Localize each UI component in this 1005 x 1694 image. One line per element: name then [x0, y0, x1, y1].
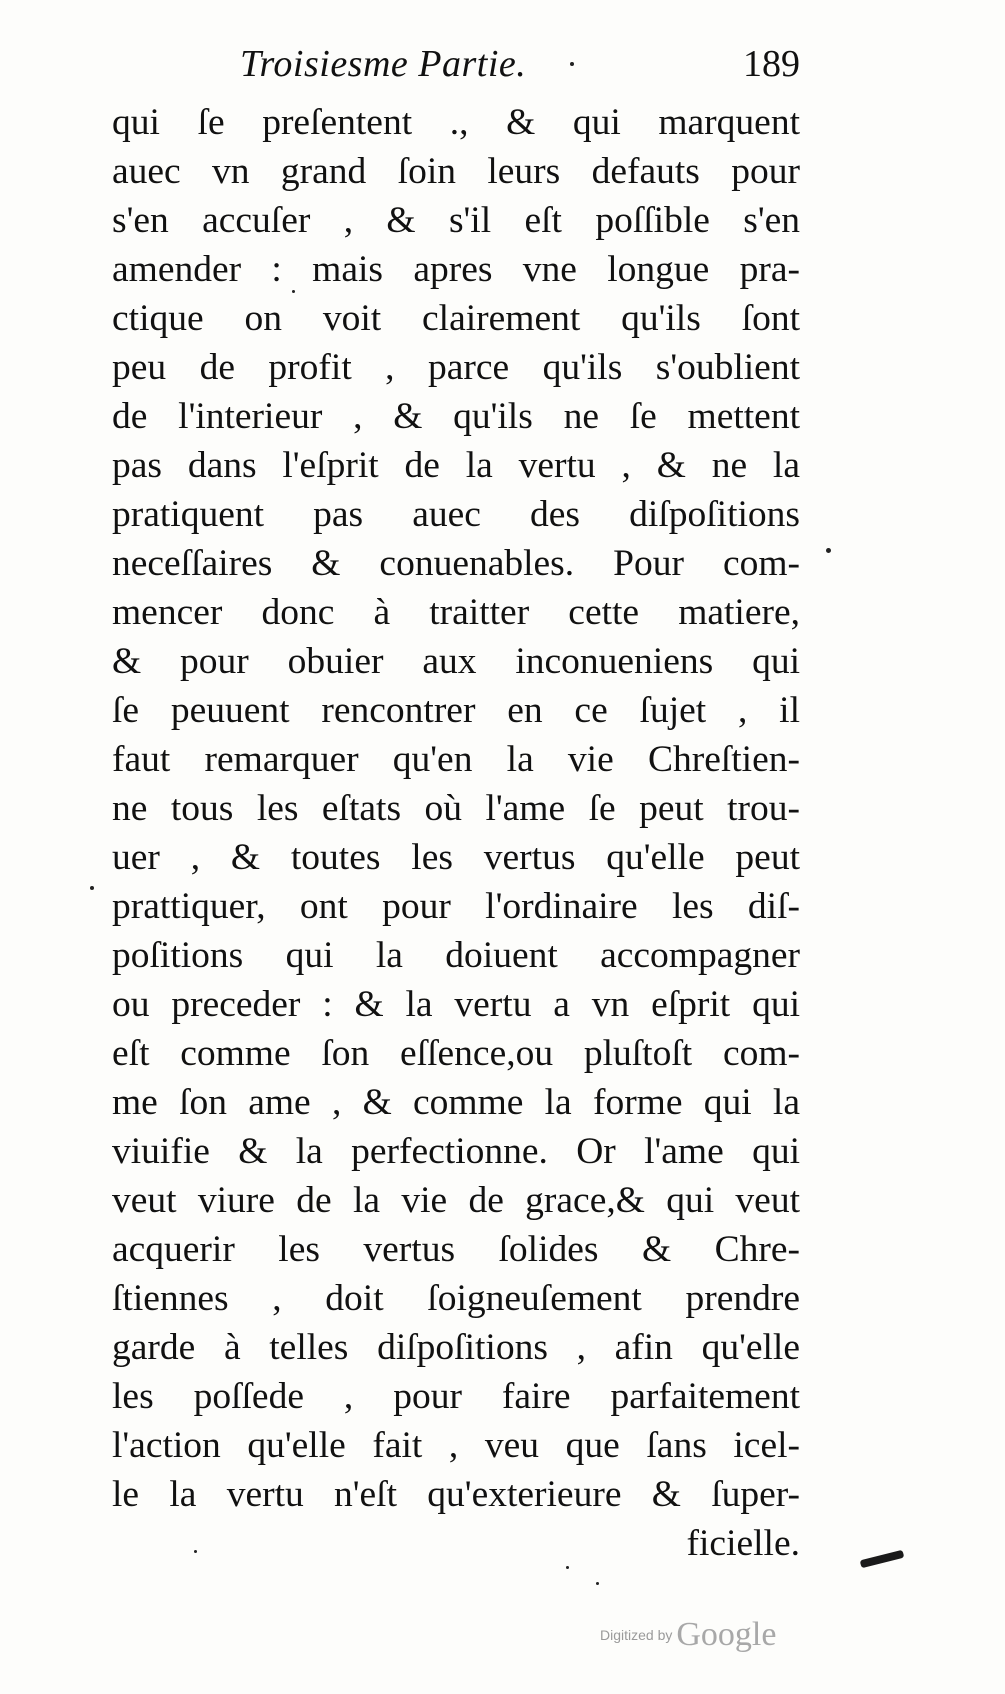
- running-title: Troisiesme Partie.: [240, 43, 527, 85]
- text-line: ſe peuuent rencontrer en ce ſujet , il: [112, 690, 800, 731]
- google-logo: Google: [676, 1616, 777, 1653]
- text-line: peu de profit , parce qu'ils s'oublient: [112, 347, 800, 388]
- text-line: ctique on voit clairement qu'ils ſont: [112, 298, 800, 339]
- text-line: prattiquer, ont pour l'ordinaire les diſ-: [112, 886, 800, 927]
- text-line: auec vn grand ſoin leurs defauts pour: [112, 151, 800, 192]
- text-line: poſitions qui la doiuent accompagner: [112, 935, 800, 976]
- page-header: [240, 42, 800, 94]
- text-line: mencer donc à traitter cette matiere,: [112, 592, 800, 633]
- ink-smudge: [860, 1550, 905, 1568]
- ink-speck: [596, 1582, 599, 1585]
- watermark-prefix: Digitized by: [600, 1627, 673, 1643]
- text-line: garde à telles diſpoſitions , afin qu'elle: [112, 1327, 800, 1368]
- digitization-watermark: [600, 1616, 776, 1656]
- text-line: les poſſede , pour faire parfaitement: [112, 1376, 800, 1417]
- text-line: & pour obuier aux inconueniens qui: [112, 641, 800, 682]
- ink-speck: [566, 1566, 569, 1569]
- text-line: neceſſaires & conuenables. Pour com-: [112, 543, 800, 584]
- text-line: uer , & toutes les vertus qu'elle peut: [112, 837, 800, 878]
- text-line: le la vertu n'eſt qu'exterieure & ſuper-: [112, 1474, 800, 1515]
- text-line: veut viure de la vie de grace,& qui veut: [112, 1180, 800, 1221]
- text-line: pratiquent pas auec des diſpoſitions: [112, 494, 800, 535]
- text-line: amender : mais apres vne longue pra-: [112, 249, 800, 290]
- text-line: l'action qu'elle fait , veu que ſans icel-: [112, 1425, 800, 1466]
- text-line: s'en accuſer , & s'il eſt poſſible s'en: [112, 200, 800, 241]
- text-line: ſtiennes , doit ſoigneuſement prendre: [112, 1278, 800, 1319]
- text-line: faut remarquer qu'en la vie Chreſtien-: [112, 739, 800, 780]
- text-line: ou preceder : & la vertu a vn eſprit qui: [112, 984, 800, 1025]
- ink-speck: [194, 1550, 197, 1553]
- text-line: de l'interieur , & qu'ils ne ſe mettent: [112, 396, 800, 437]
- text-line: ne tous les eſtats où l'ame ſe peut trou-: [112, 788, 800, 829]
- text-line: eſt comme ſon eſſence,ou pluſtoſt com-: [112, 1033, 800, 1074]
- text-line: qui ſe preſentent ., & qui marquent: [112, 102, 800, 143]
- text-line: pas dans l'eſprit de la vertu , & ne la: [112, 445, 800, 486]
- ink-speck: [90, 886, 94, 890]
- text-line: me ſon ame , & comme la forme qui la: [112, 1082, 800, 1123]
- ink-speck: [570, 62, 574, 66]
- page-number: 189: [743, 43, 800, 85]
- ink-speck: [826, 548, 831, 553]
- body-text: [112, 98, 800, 1568]
- ink-speck: [292, 290, 295, 293]
- text-line: acquerir les vertus ſolides & Chre-: [112, 1229, 800, 1270]
- text-line-catchword: ficielle.: [686, 1523, 800, 1564]
- text-line: viuifie & la perfectionne. Or l'ame qui: [112, 1131, 800, 1172]
